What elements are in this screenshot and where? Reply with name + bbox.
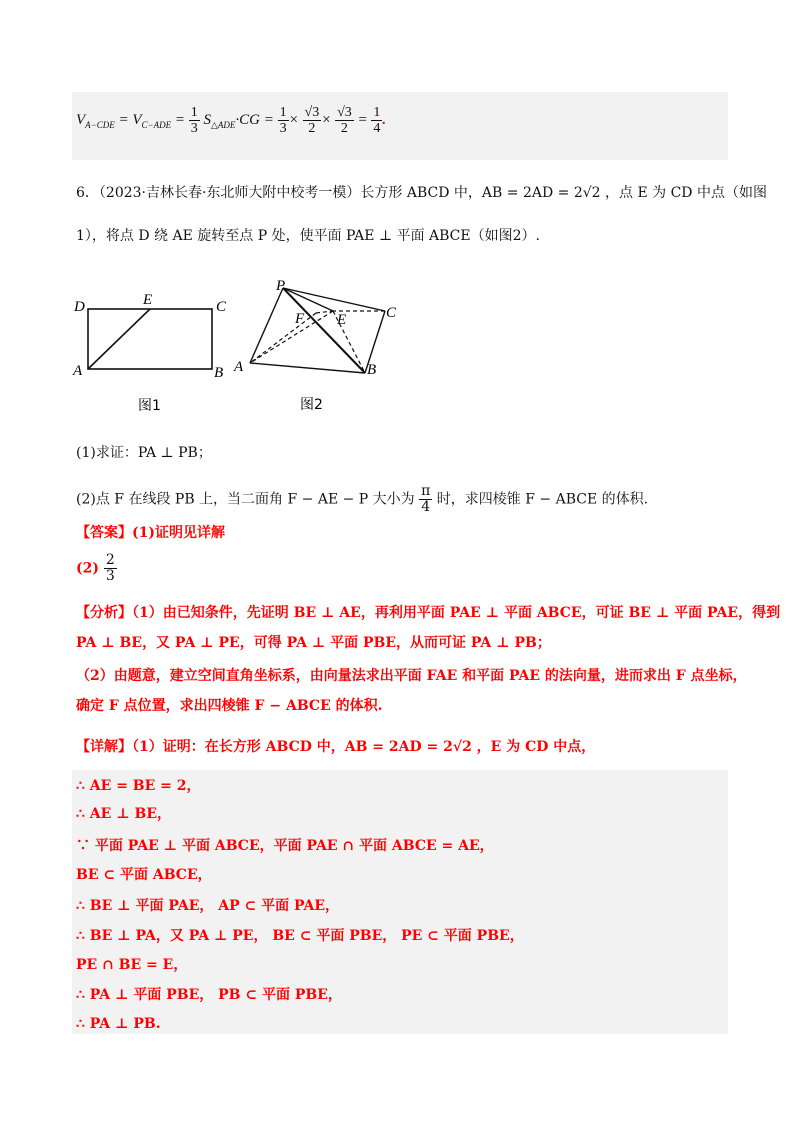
detail-line-8: PE ∩ BE = E，: [76, 957, 188, 973]
problem-line-2: 1），将点 D 绕 AE 旋转至点 P 处，使平面 PAE ⊥ 平面 ABCE（如图2）.: [76, 228, 540, 244]
label-c: C: [216, 299, 227, 315]
question-2: (2)点 F 在线段 PB 上，当二面角 F − AE − P 大小为 $\frac{\pi}{4}$ 时，求四棱锥 F − ABCE 的体积.: [76, 483, 649, 515]
detail-line-5: BE ⊂ 平面 ABCE，: [76, 867, 212, 883]
volume-formula: $V_{A-CDE} = V_{C-ADE}$ = $\frac{1}{3}$ $S_{\triangle ADE}\cdot CG$ = $\frac{1}{3}$ × $\frac{√3}{2}$ × $\frac{√3}{2}$ = $\frac{1}{4}$ .: [76, 105, 387, 137]
label-a: A: [73, 363, 83, 379]
detail-line-4: ∵ 平面 PAE ⊥ 平面 ABCE，平面 PAE ∩ 平面 ABCE = AE，: [76, 838, 494, 854]
detail-line-3: ∴ AE ⊥ BE，: [76, 806, 172, 822]
figure-2-pyramid: [228, 276, 408, 426]
analysis-line-1: 【分析】（1）由已知条件，先证明 BE ⊥ AE，再利用平面 PAE ⊥ 平面 ABCE，可证 BE ⊥ 平面 PAE，得到: [76, 605, 781, 621]
detail-line-10: ∴ PA ⊥ PB.: [76, 1016, 161, 1032]
label-c2: C: [386, 305, 397, 321]
edge-pa: [250, 288, 283, 363]
figure-1-caption: 图1: [138, 398, 161, 414]
figure-1-rectangle: [70, 285, 240, 425]
answer-line-2: (2) $\frac{2}{3}$: [76, 552, 115, 584]
label-p: P: [276, 278, 286, 294]
segment-ae: [88, 309, 150, 369]
label-a2: A: [234, 359, 244, 375]
analysis-line-3: （2）由题意，建立空间直角坐标系，由向量法求出平面 FAE 和平面 PAE 的法向量，进而求出 F 点坐标，: [76, 668, 747, 684]
answer-line-1: 【答案】(1)证明见详解: [76, 525, 225, 541]
question-1: (1)求证：PA ⊥ PB；: [76, 445, 212, 461]
edge-pe: [283, 288, 333, 311]
label-b: B: [214, 365, 224, 381]
detail-line-7: ∴ BE ⊥ PA，又 PA ⊥ PE， BE ⊂ 平面 PBE， PE ⊂ 平面 PBE，: [76, 928, 524, 944]
detail-line-6: ∴ BE ⊥ 平面 PAE， AP ⊂ 平面 PAE，: [76, 898, 340, 914]
rectangle-abcd: [88, 309, 212, 369]
detail-line-9: ∴ PA ⊥ 平面 PBE， PB ⊂ 平面 PBE，: [76, 987, 342, 1003]
edge-ea: [250, 311, 333, 363]
detail-line-1: 【详解】（1）证明：在长方形 ABCD 中，AB = 2AD = 2√2 ，E 为 CD 中点，: [76, 739, 596, 755]
edge-ab: [250, 363, 365, 373]
label-e: E: [143, 292, 153, 308]
label-d: D: [74, 299, 85, 315]
label-b2: B: [367, 362, 377, 378]
label-e2: E: [337, 312, 347, 328]
problem-line-1: 6．（2023·吉林长春·东北师大附中校考一模）长方形 ABCD 中，AB = 2AD = 2√2 ，点 E 为 CD 中点（如图: [76, 185, 767, 201]
edge-fa: [250, 313, 316, 363]
label-f: F: [295, 311, 305, 327]
analysis-line-2: PA ⊥ BE，又 PA ⊥ PE，可得 PA ⊥ 平面 PBE，从而可证 PA ⊥ PB；: [76, 635, 551, 651]
figure-2-caption: 图2: [300, 397, 323, 413]
edge-pb: [283, 288, 365, 373]
edge-pc: [283, 288, 385, 311]
analysis-line-4: 确定 F 点位置，求出四棱锥 F − ABCE 的体积.: [76, 698, 383, 714]
detail-line-2: ∴ AE = BE = 2，: [76, 778, 201, 794]
